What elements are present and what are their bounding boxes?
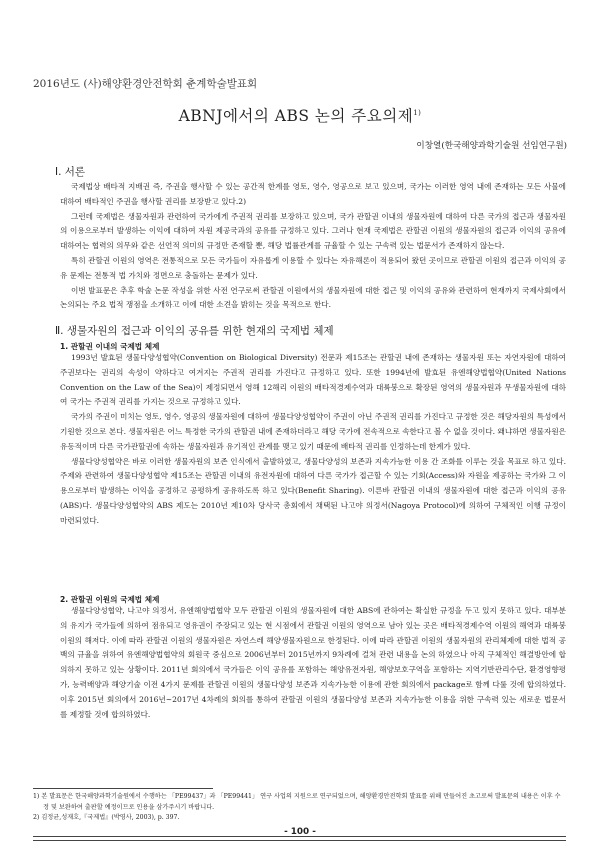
- paragraph: 국가의 주권이 미치는 영토, 영수, 영공의 생물자원에 대하여 생물다양성협약이 주권이 아닌 주권적 권리를 가진다고 규정한 것은 해당자원의 특성에서 기원한 것으로 본다. 생물자원은 어느 특정한 국가의 관할권 내에 존재하더라고 해당 국가에 전속적으로 속한다고 볼 수 없을 것이다. 왜냐하면 생물자원은 유동적이며 다른 국가관할권에 속하는 생물자원과 유기적인 관계를 맺고 있기 때문에 배타적 권리를 인정하는데 한계가 있다.: [60, 412, 566, 451]
- page-number: - 100 -: [284, 827, 316, 837]
- paragraph: 생물다양성협약은 바로 이러한 생물자원의 보존 인식에서 출발하였고, 생물다양성의 보존과 지속가능한 이용 간 조화를 이루는 것을 목표로 하고 있다. 주제와 관련하여 생물다양성협약 제15조는 관할권 이내의 유전자원에 대하여 다른 국가가 접근할 수 있는 기회(Access)와 자원을 제공하는 국가와 그 이용으로부터 발생하는 이익을 공정하고 공평하게 공유하도록 하고 있다(Benefit Sharing). 이른바 관할권 이내의 생물자원에 대한 접근과 이익의 공유(ABS)다. 생물다양성협약의 ABS 제도는 2010년 제10차 당사국 총회에서 채택된 나고야 의정서(Nagoya Protocol)에 의하여 구체적인 이행 규정이 마련되었다.: [60, 456, 566, 525]
- footnotes: [33, 792, 566, 824]
- section-heading-current-law: Ⅱ. 생물자원의 접근과 이익의 공유를 위한 현재의 국제법 체제: [55, 325, 334, 337]
- paragraph: 1993년 발효된 생물다양성협약(Convention on Biological Diversity) 전문과 제15조는 관할권 내에 존재하는 생물자원 또는 자연자원에 대하여 주권보다는 권리의 속성이 약하다고 여겨지는 주권적 권리를 가진다고 규정하고 있다. 또한 1994년에 발효된 유엔해양법협약(United Nations Convention on the Law of the Sea)이 제정되면서 영해 12해리 이원의 배타적경제수역과 대륙붕으로 확장된 영역의 생물자원과 무생물자원에 대하여 국가는 주권적 권리를 가지는 것으로 규정하고 있다.: [60, 353, 566, 407]
- paragraph: 국제법상 배타적 지배권 즉, 주권을 행사할 수 있는 공간적 한계를 영토, 영수, 영공으로 보고 있으며, 국가는 이러한 영역 내에 존재하는 모든 사물에 대하여 배타적인 주권을 행사할 권리를 보장받고 있다.2): [60, 182, 566, 206]
- subsection-heading-beyond-jurisdiction: 2. 관할권 이원의 국제법 체제: [60, 595, 160, 604]
- subsection-heading-within-jurisdiction: 1. 관할권 이내의 국제법 체제: [60, 342, 160, 351]
- paragraph: 생물다양성협약, 나고야 의정서, 유엔해양법협약 모두 관할권 이원의 생물자원에 대한 ABS에 관하여는 확실한 규정을 두고 있지 못하고 있다. 대부분의 유지가 국가들에 의하여 점유되고 영유권이 주장되고 있는 현 시점에서 관할권 이원의 영역으로 남아 있는 곳은 배타적경제수역 이원의 해역과 대륙붕 이원의 해저다. 이에 따라 관할권 이원의 생물자원은 자연스레 해양생물자원으로 한정된다. 이에 따라 관할권 이원의 생물자원의 관리체제에 대한 법적 공백의 규율을 위하여 유엔해양법협약의 회원국 중심으로 2006년부터 2015년까지 9차례에 걸쳐 관련 내용을 논의 하였으나 아직 구체적인 해결방안에 합의하지 못하고 있는 상황이다. 2011년 회의에서 국가들은 이익 공유를 포함하는 해양유전자원, 해양보호구역을 포함하는 지역기반관리수단, 환경영향평가, 능력배양과 해양기술 이전 4가지 문제를 관할권 이원의 생물다양성 보존과 지속가능한 이용에 관한 회의에서 package로 함께 다룰 것에 합의하였다. 이후 2015년 회의에서 2016년~2017년 4차례의 회의를 통하여 관할권 이원의 생물다양성 보존과 지속가능한 이용을 위한 구속력 있는 새로운 법문서를 제정할 것에 합의하였다.: [60, 606, 566, 719]
- intro-body: [60, 180, 566, 313]
- paper-title-text: ABNJ에서의 ABS 논의 주요의제: [178, 107, 414, 125]
- paragraph: 이번 발표문은 추후 학술 논문 작성을 위한 사전 연구로써 관할권 이원에서의 생물자원에 대한 접근 및 이익의 공유와 관련하여 현재까지 국제사회에서 논의되는 주요 법적 쟁점을 소개하고 이에 대한 소견을 밝히는 것을 목적으로 한다.: [60, 285, 566, 310]
- beyond-jurisdiction-body: [60, 604, 566, 722]
- section-heading-intro: Ⅰ. 서론: [55, 166, 86, 178]
- author-line: 이창열(한국해양과학기술원 선임연구원): [416, 141, 567, 151]
- paper-title: [0, 104, 600, 126]
- bottom-rule: [33, 836, 566, 837]
- paragraph: 그런데 국제법은 생물자원과 관련하여 국가에게 주권적 권리를 보장하고 있으며, 국가 관할권 이내의 생물자원에 대하여 다른 국가의 접근과 생물자원의 이용으로부터 발생하는 이익에 대하여 자원 제공국과의 공유를 규정하고 있다. 그러나 현재 국제법은 관할권 이원의 생물자원의 접근과 이익의 공유에 대하여는 협력의 의무와 같은 선언적 의미의 규정만 존재할 뿐, 해당 법률관계를 규율할 수 있는 구속력 있는 법문서가 존재하지 않는다.: [60, 211, 566, 251]
- running-head: 2016년도 (사)해양환경안전학회 춘계학술발표회: [33, 78, 258, 90]
- bottom-rule-second: [33, 840, 566, 841]
- footnote-1: 1) 본 발표문은 한국해양과학기술원에서 수행하는 「PE99437」과 「PE99441」 연구 사업의 지원으로 연구되었으며, 해양환경안전학회 발표를 위해 만들어진 초고로써 발표문의 내용은 이후 수정 및 보완하여 출판할 예정이므로 인용을 삼가주시기 바랍니다.: [33, 793, 561, 811]
- footnote-divider: [33, 788, 213, 789]
- paragraph: 특히 관할권 이원의 영역은 전통적으로 모든 국가들이 자유롭게 이용할 수 있다는 자유해론이 적용되어 왔던 곳이므로 관할권 이원의 접근과 이익의 공유 문제는 전통적 법 가치와 정면으로 충돌하는 문제가 있다.: [60, 255, 566, 280]
- title-footnote-marker: 1): [413, 108, 422, 117]
- within-jurisdiction-body: [60, 351, 566, 529]
- footnote-2: 2) 김정균,성재호,『국제법』(박영사, 2003), p. 397.: [33, 814, 180, 822]
